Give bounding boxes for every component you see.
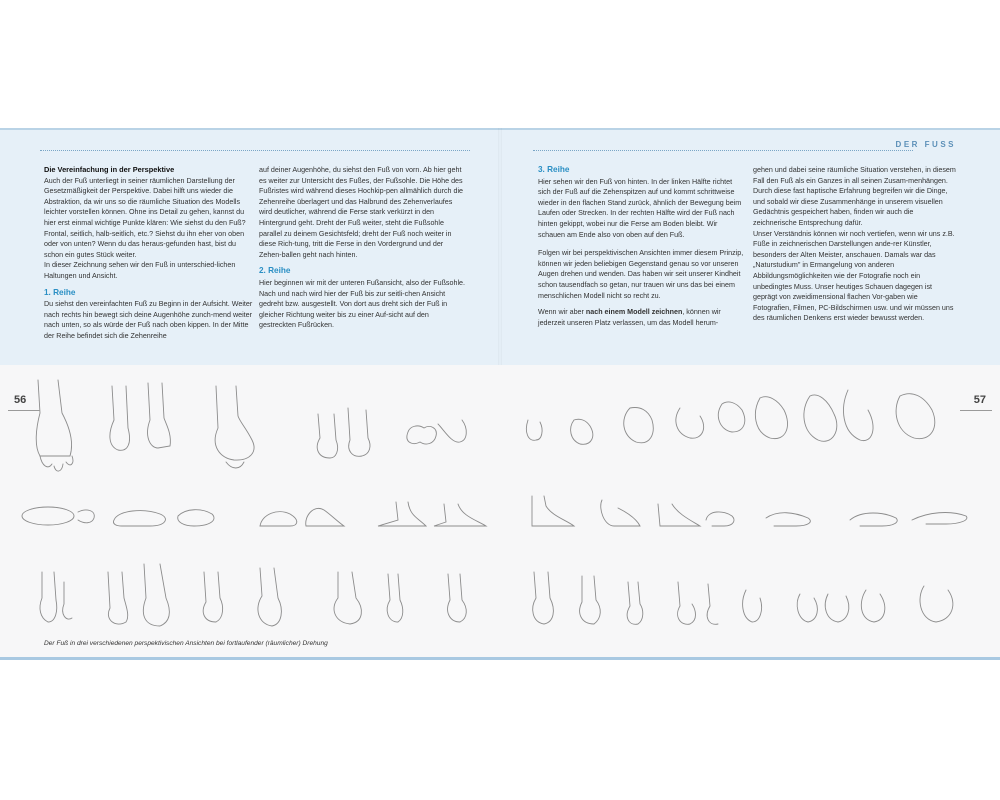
- foot-sketches: [0, 128, 1000, 668]
- paragraph-reihe-2: Hier beginnen wir mit der unteren Fußansicht, also der Fußsohle. Nach und nach wird hier der Fuß bis zur seitli-chen Ansicht gedreht bzw. ausgestellt. Von dort aus dreht sich der Fuß in gleicher Richtung weiter bis zu einer Auf-sicht auf den gestreckten Fußrücken.: [259, 278, 465, 330]
- intro-paragraph-2: In dieser Zeichnung sehen wir den Fuß in unterschied-lichen Haltungen und Ansicht.: [44, 261, 236, 280]
- sketch-row-1: [36, 380, 935, 471]
- heading-reihe-1: 1. Reihe: [44, 287, 76, 297]
- heading-reihe-2: 2. Reihe: [259, 266, 291, 276]
- paragraph-reihe-3: Hier sehen wir den Fuß von hinten. In der linken Hälfte richtet sich der Fuß auf die Zehenspitzen auf und kommt schrittweise wieder in den flachen Stand zurück, ähnlich der Bewegung beim Laufen oder Strecken. In der rechten Hälfte wird der Fuß nach hinten gekippt, wobei nur die Ferse am Boden bleibt. Wir schauen am Ende also von oben auf den Fuß.: [538, 177, 742, 239]
- paragraph-continued-2: gehen und dabei seine räumliche Situation verstehen, in diesem Fall den Fuß als ein Ganzes in all seinen Zusam-menhängen.: [753, 166, 956, 185]
- figure-caption: Der Fuß in drei verschiedenen perspektivischen Ansichten bei fortlaufender (räumlicher) Drehung: [44, 640, 328, 647]
- heading-reihe-3: 3. Reihe: [538, 165, 570, 174]
- intro-paragraph: Auch der Fuß unterliegt in seiner räumlichen Darstellung der Gesetzmäßigkeit der Perspektive. Dabei hilft uns wieder die Abstraktion, da wir uns so die räumliche Situation des Modells leichter vorstellen können. Ohne ins Detail zu gehen, kannst du hier erst einmal wichtige Punkte klären: Wie siehst du den Fuß? Frontal, seitlich, halb-seitlich, etc.? Siehst du ihn eher von oben oder von unten? Wenn du das heraus-gefunden hast, bist du schon ein gutes Stück weiter.: [44, 176, 246, 259]
- model-text-start: Wenn wir aber: [538, 308, 586, 317]
- page-number-left: 56: [14, 394, 27, 406]
- page-number-rule-right: [960, 410, 992, 411]
- paragraph-principle: Folgen wir bei perspektivischen Ansichten immer diesem Prinzip, können wir jeden beliebigen Gegenstand genau so vor unseren Augen drehen und wenden. Das haben wir seit unserer Kindheit schon tausendfach so getan, nur trauen wir uns das bei einem menschlichen Modell nicht so recht zu.: [538, 249, 744, 300]
- paragraph-haptic: Durch diese fast haptische Erfahrung begreifen wir die Dinge, und sobald wir diese Zusammenhänge in unserem visuellen Gedächtnis gespeichert haben, finden wir auch die zeichnerische Entsprechung dafür.: [753, 187, 948, 227]
- paragraph-reihe-1: Du siehst den vereinfachten Fuß zu Beginn in der Aufsicht. Weiter nach rechts hin bewegt sich deine Augenhöhe zunch-mend weiter nach unten, so als würde der Fuß nach oben kippen. In der Mitte der Reihe befindet sich die Zehenreihe: [44, 300, 253, 340]
- paragraph-masters: Unser Verständnis können wir noch vertiefen, wenn wir uns z.B. Füße in zeichnerischen Darstellungen ande-rer Künstler, besonders der Alten Meister, anschauen. Damals war das „Naturstudium" in Ermangelung von anderen Abbildungsmöglichkeiten wie der Fotografie noch ein unbedingtes Muss. Unser heutiges Schauen dagegen ist geprägt von zweidimensional flachen Vor-gaben wie Fotografien, Filmen, PC-Bildschirmen usw. und wir müssen uns des räumlichen Denkens erst wieder bewusst werden.: [753, 229, 955, 323]
- book-spread: [0, 128, 1000, 668]
- page-number-right: 57: [973, 394, 986, 406]
- model-text-end: , können wir jederzeit unseren Platz verlassen, um das Modell herum-: [538, 308, 721, 327]
- sketch-row-3: [40, 564, 953, 626]
- bottom-rule: [0, 657, 1000, 660]
- sketch-row-2: [22, 496, 967, 526]
- model-text-bold: nach einem Modell zeichnen: [585, 308, 683, 317]
- section-title: DER FUSS: [895, 140, 956, 149]
- article-heading: Die Vereinfachung in der Perspektive: [44, 165, 175, 174]
- paragraph-continued: auf deiner Augenhöhe, du siehst den Fuß von vorn. Ab hier geht es weiter zur Untersicht des Fußes, der Fußsohle. Die Höhe des Fußristes wird während dieses Hochkip-pen allmählich durch die Zehenreihe überlagert und das Halbrund des Zehenverlaufes wird deutlicher, während die Ferse stark verkürzt in den Hintergrund geht. Dreht der Fuß weiter, steht die Fußsohle parallel zu deinem Gesichtsfeld; dreht der Fuß noch weiter in diese Rich-tung, tritt die Ferse in den Vordergrund und der Zehen-ballen geht nach hinten.: [259, 166, 463, 259]
- page-number-rule-left: [8, 410, 40, 411]
